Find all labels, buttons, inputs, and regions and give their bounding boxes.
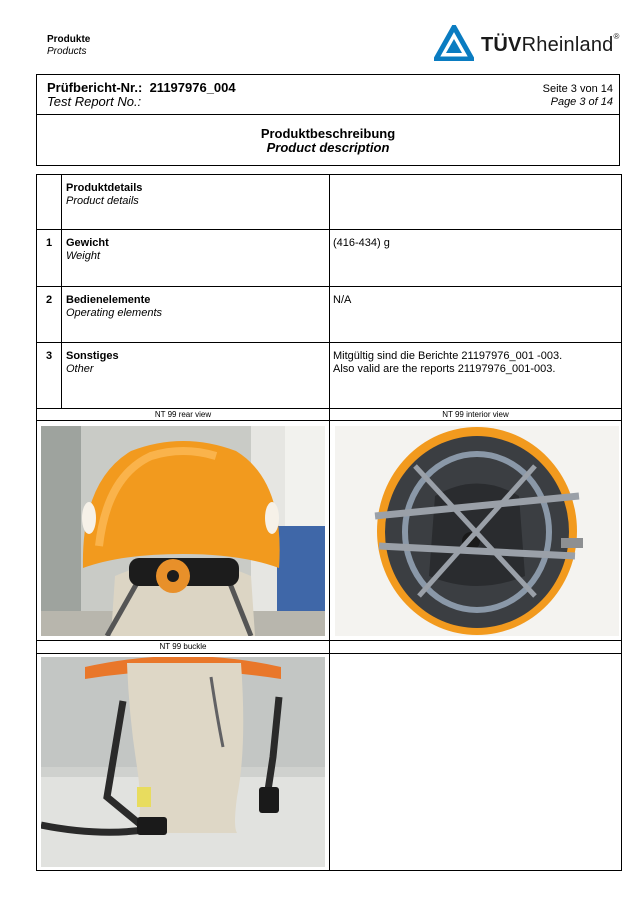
helmet-rear-view-photo — [41, 426, 325, 636]
page-indicator — [543, 83, 613, 109]
report-number-value: 21197976_004 — [149, 80, 236, 95]
page-indicator-en: Page 3 of 14 — [550, 96, 613, 108]
report-number — [47, 81, 236, 109]
tuv-logo — [434, 24, 624, 64]
helmet-buckle-photo — [41, 657, 325, 867]
helmet-interior-view-photo — [335, 426, 619, 636]
document-title — [37, 115, 619, 165]
table-row-value: Mitgültig sind die Berichte 21197976_001 -003. Also valid are the reports 21197976_001-003. — [333, 350, 563, 375]
table-row-value: (416-434) g — [333, 237, 390, 249]
table-header-de: Produktdetails — [66, 182, 143, 194]
buckle-caption: NT 99 buckle — [159, 642, 207, 651]
triangle-logo-icon — [434, 25, 474, 61]
table-header-en: Product details — [66, 195, 139, 207]
title-en: Product description — [266, 140, 390, 155]
section-label-en: Products — [47, 46, 87, 57]
section-label-de: Produkte — [47, 34, 91, 45]
page-indicator-de: Seite 3 von 14 — [542, 83, 613, 95]
table-row-label: Sonstiges Other — [66, 350, 119, 375]
table-row-label: Bedienelemente Operating elements — [66, 294, 162, 319]
row-number: 1 — [46, 237, 53, 249]
table-row-value: N/A — [333, 294, 352, 306]
report-number-label: Prüfbericht-Nr.: — [47, 80, 143, 95]
report-info-box — [36, 74, 620, 166]
table-row-label: Gewicht Weight — [66, 237, 109, 262]
report-number-label-en: Test Report No.: — [47, 94, 142, 109]
title-de: Produktbeschreibung — [260, 126, 396, 141]
table-header — [66, 182, 142, 208]
brand-name: TÜVRheinland® — [481, 32, 620, 56]
row-number: 2 — [46, 294, 53, 306]
product-details-table — [36, 174, 622, 871]
rear-view-caption: NT 99 rear view — [154, 410, 212, 419]
page-header-section — [47, 34, 90, 58]
row-number: 3 — [46, 350, 53, 362]
interior-view-caption: NT 99 interior view — [442, 410, 509, 419]
